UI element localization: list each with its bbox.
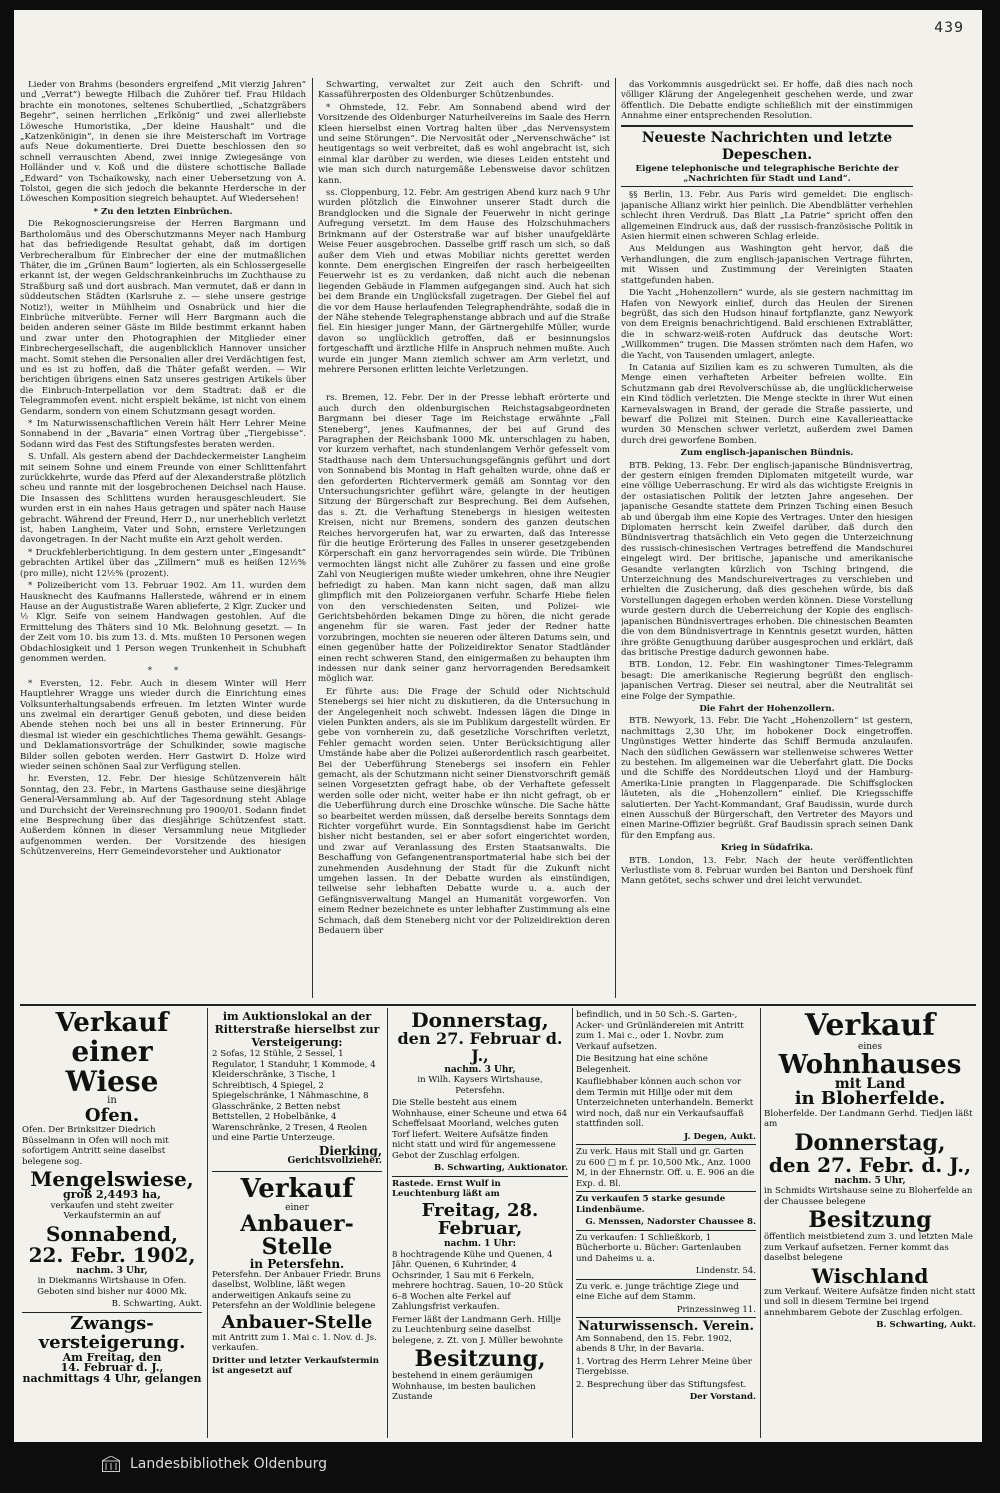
ad1-title: Verkauf (55, 1010, 169, 1038)
ad3-friday: Freitag, 28. Februar, (421, 1199, 539, 1240)
ad2-signature-title: Gerichtsvollzieher. (287, 1156, 382, 1166)
section-subheading-news: Eigene telephonische und telegraphische Berichte der „Nachrichten für Stadt und Land“. (635, 163, 899, 185)
ad3-body: in Wilh. Kaysers Wirtshause, Petersfehn. (417, 1075, 543, 1096)
news-london-1: BTB. London, 12. Febr. Ein washingtoner Times-Telegramm besagt: Die amerikanische Regierung begrüßt den englisch-japanischen Vertrag. Dieser sei neutral, aber die Neutralität sei eine Folge der Sympathie. (621, 660, 913, 702)
ad3-property: Besitzung, (414, 1346, 546, 1373)
ad4-signature-3: Lindenstr. 54. (695, 1266, 756, 1276)
news-hohenzollern-yacht: Die Yacht „Hohenzollern“ wurde, als sie gestern nachmittag im Hafen von Newyork einlief, durch das Heulen der Sirenen begrüßt, das sich den Hudson hinauf fortpflanzte, ganz Newyork von dem Ereignis benachrichtigend. Bald erschienen Extrablätter, die in schwarz-weiß-roten Aufdruck das deutsche Wort: „Willkommen“ trugen. Die Massen strömten nach dem Hafen, wo die Yacht, von Tausenden umlagert, anlegte. (621, 288, 913, 361)
footer-label: Landesbibliothek Oldenburg (130, 1456, 328, 1472)
ad4-society-item-2: 2. Besprechung über das Stiftungsfest. (576, 1379, 747, 1390)
ad1-auction-title-2: versteigerung. (38, 1331, 186, 1353)
column-rule-1 (312, 78, 313, 998)
ad3-rastede: Rastede. Ernst Wulf in Leuchtenburg läßt am (392, 1178, 501, 1200)
article-concert: Lieder von Brahms (besonders ergreifend „Mit vierzig Jahren“ und „Verrat“) bewegte Hilbach die Zuhörer tief. Frau Hildach brachte ein monotones, seltenes Schubertlied, „Schatzgräbers Begehr“, seinen herrlichen „Erlkönig“ und zwei allerliebste Löwesche Humoristika, „Der kleine Haushalt“ und die „Katzenkönigin“, in denen sie ihre Meisterschaft im Vortrage aufs Neue dokumentierte. Drei Duette beschlossen den so schnell verrauschten Abend, zwei innige Zwiegesänge von Holländer und v. Koß und die düstere schottische Ballade „Edward“ von Tschaikowsky, nach einer Uebersetzung von A. Tolstoi, gegen die sich jedoch die bekannte Herdersche in der Löweschen Komposition siegreich behauptet. Auf Wiedersehen! (20, 80, 306, 205)
article-accident: S. Unfall. Als gestern abend der Dachdeckermeister Langheim mit seinem Sohne und einem Freunde von einer Schlittenfahrt zurückkehrte, wurde das Pferd auf der Alexanderstraße plötzlich scheu und rannte mit der losgebrochenen Deichsel nach Hause. Die Insassen des Schlittens wurden herausgeschleudert. Sie wurden erst in ein nahes Haus getragen und später nach Hause gebracht. Während der Freund, Herr D., nur unerheblich verletzt ist, haben Langheim, Vater und Sohn, ernstere Verletzungen davongetragen. In der Nacht mußte ein Arzt geholt werden. (20, 452, 306, 546)
ad4-signature-4: Prinzessinweg 11. (676, 1304, 756, 1315)
ad4-society-item-1: 1. Vortrag des Herrn Lehrer Meine über Tiergebisse. (576, 1356, 752, 1378)
column-1 (20, 80, 306, 1000)
ad-rule-2 (387, 1008, 388, 1438)
ad1-meadow-name: Mengelswiese, (30, 1167, 194, 1192)
divider-stars: * * (147, 666, 179, 677)
ad-rule-3 (572, 1008, 573, 1438)
ad5-property: Besitzung (808, 1207, 932, 1234)
news-london-2: BTB. London, 13. Febr. Nach der heute veröffentlichten Verlustliste vom 8. Februar wurden bei Banton und Dershoek fünf Mann getötet, sechs schwer und drei leicht verwundet. (621, 855, 913, 887)
article-cloppenburg: ss. Cloppenburg, 12. Febr. Am gestrigen Abend kurz nach 9 Uhr wurden plötzlich die Einwohner unserer Stadt durch die Brandglocken und die Signale der Feuerwehr in nicht geringe Aufregung versetzt. Im dem Hause des Holzschuhmachers Brinkmann auf der Osterstraße war auf bisher unaufgeklärte Weise Feuer ausgebrochen. Dasselbe griff rasch um sich, so daß außer dem Vieh und etwas Mobiliar nichts gerettet werden konnte. Dem energischen Eingreifen der rasch herbeigeeilten Feuerwehr ist es zu verdanken, daß nicht auch die nebenan liegenden Gebäude in Flammen aufgegangen sind. Auch hat sich bei dem Brande ein Unglücksfall zugetragen. Der Giebel fiel auf die vor dem Hause herlaufenden Telegraphendrähte, sodaß die in der Nähe stehende Telegraphenstange abbrach und auf die Straße fiel. Ein hiesiger junger Mann, der Gärtnergehilfe Müller, wurde davon so unglücklich getroffen, daß er besinnungslos fortgeschafft und ärztliche Hilfe in Anspruch nehmen mußte. Auch wurde ein junger Mann ziemlich schwer am Arm verletzt, und mehrere Personen erlitten leichte Verletzungen. (318, 188, 610, 375)
article-eversten-1: * Eversten, 12. Febr. Auch in diesem Winter will Herr Hauptlehrer Wragge uns wieder durch die Einrichtung eines Volksunterhaltungsabends erfreuen. Im letzten Winter wurde uns zweimal ein derartiger Genuß geboten, und diese beiden Abende stehen noch bei uns all in bester Erinnerung. Für diesmal ist wieder ein geschichtliches Thema gewählt. Gesangs- und Deklamationsvorträge der Schulkinder, sowie magische Bilder sollen geboten werden. Herr Gastwirt D. Holze wird wieder seinen schönen Saal zur Verfügung stellen. (20, 678, 306, 772)
ad4-signature-2: G. Menssen, Nadorster Chaussee 8. (585, 1217, 756, 1227)
article-natural-science: * Im Naturwissenschaftlichen Verein hält Herr Lehrer Meine Sonnabend in der „Bavaria“ einen Vortrag über „Tiergebisse“. Sodann wird das Fest des Stiftungsfestes beraten werden. (20, 419, 306, 450)
library-logo-icon (102, 1456, 120, 1472)
ad2-place: in Petersfehn. (249, 1257, 345, 1272)
column-3 (621, 80, 913, 1000)
news-newyork: BTB. Newyork, 13. Febr. Die Yacht „Hohenzollern“ ist gestern, nachmittags 2,30 Uhr, im hobokener Dock eingetroffen. Ungünstiges Wetter hinderte das Schiff Bermuda anzulaufen. Nach den südlichen Gewässern war stellenweise schweres Wetter zu bestehen. Im allgemeinen war die Ueberfahrt glatt. Die Docks und die Schiffe des Norddeutschen Lloyd und der Hamburg-Amerika-Linie prangten in Flaggenparade. Die Schiffsglocken läuteten, als die „Hohenzollern“ einlief. Die Kriegsschiffe salutierten. Der Yacht-Kommandant, Graf Baudissin, wurde durch einen Ausschuß der Bürgerschaft, den Vertreter des Mayors und einen Marine-Offizier begrüßt. Graf Baudissin sprach seinen Dank für den Empfang aus. (621, 716, 913, 841)
ad4-signature: J. Degen, Aukt. (684, 1131, 756, 1142)
news-berlin: §§ Berlin, 13. Febr. Aus Paris wird gemeldet: Die englisch-japanische Allianz wirkt hier peinlich. Die Abendblätter verhehlen schlecht ihren Verdruß. Das Blatt „La Patrie“ spricht offen den allgemeinen Eindruck aus, daß der russisch-französische Politik in Asien hiermit einen schweren Schlag erleide. (621, 190, 913, 243)
ad4-body-2: Die Besitzung hat eine schöne Belegenheit. (576, 1054, 708, 1075)
ad2-title: im Auktionslokal an der Ritterstraße hierselbst zur Versteigerung: (214, 1010, 380, 1049)
ad5-signature: B. Schwarting, Aukt. (876, 1320, 976, 1331)
ad2-farm-title-2: Anbauer-Stelle (221, 1311, 373, 1333)
ad2-body: 2 Sofas, 12 Stühle, 2 Sessel, 1 Regulator, 1 Standuhr, 1 Kommode, 4 Kleiderschränke, 3 Tische, 1 Schreibtisch, 4 Spiegel, 2 Spiegelschränke, 1 Nähmaschine, 8 Glasschränke, 2 Betten nebst Bettstellen, 2 Hobelbänke, 4 Warenschränke, 2 Tresen, 4 Reolen und eine Partie Unterzeuge. (212, 1049, 376, 1143)
newspaper-page (14, 10, 982, 1442)
news-washington: Aus Meldungen aus Washington geht hervor, daß die Verhandlungen, die zum englisch-japanischen Vertrage führten, mit Wissen und Zustimmung der Vereinigten Staaten stattgefunden haben. (621, 244, 913, 286)
ad3-body-5: bestehend in einem geräumigen Wohnhause, im besten baulichen Zustande (392, 1371, 536, 1403)
ad4-body-3: Kaufliebhaber können auch schon vor dem Termin mit Hillje oder mit dem Unterzeichneten unterhandeln. Bemerkt wird noch, daß nur ein Verkaufsauffaß stattfinden soll. (576, 1077, 754, 1129)
ad5-body-2: in Schmidts Wirtshause seine zu Bloherfelde an der Chaussee belegene (764, 1186, 973, 1207)
ad5-title: Verkauf (804, 1010, 936, 1043)
ad3-body-4: Ferner läßt der Landmann Gerh. Hillje zu Leuchtenburg seine daselbst belegene, z. Zt. von J. Müller bewohnte (392, 1314, 563, 1346)
footer-bar (0, 1442, 1000, 1493)
ad1-body-2: verkaufen und steht zweiter Verkaufstermin an auf (50, 1200, 174, 1222)
article-bremen-2: Er führte aus: Die Frage der Schuld oder Nichtschuld Stenebergs sei hier nicht zu diskutieren, da die Untersuchung in der Angelegenheit noch schwebt. Indessen lägen die Dinge in vielen Punkten anders, als sie im Publikum dargestellt würden. Er gebe von vornherein zu, daß gesetzliche Vorschriften verletzt, Fehler gemacht worden seien. Unter Berücksichtigung aller Umstände habe aber die Polizei außerordentlich rasch gearbeitet. Bei der Ueberführung Stenebergs sei insofern ein Fehler gemacht, als der Schutzmann nicht seiner Dienstvorschrift gemäß seinen Vorgesetzten gefragt habe, ob der Verhaftete gefesselt werden solle oder nicht, weiter habe er ihn nicht gefragt, ob er die Ueberführung durch eine Droschke wünsche. Die Sache hätte so bearbeitet werden müssen, daß derselbe bereits Sonntags dem Richter vorgeführt wurde. Ein Sonntagsdienst habe im Gericht bisher nicht bestanden, sei er aber sofort eingerichtet worden, und zwar auf Veranlassung des Ersten Staatsanwalts. Die Beschaffung von Gefangenentransportmaterial habe sich bei der zunehmenden Ausdehnung der Stadt für die Zukunft nicht umgehen lassen. In der Debatte wurden als einstündigen, teilweise sehr lebhaften Debatte wurde u. a. auch der Gefängnisverwaltung Mangel an Humanität vorgeworfen. Von einem Redner bezeichnete es unter lebhafter Zustimmung als eine Schmach, daß dem Steneberg nicht vor der Polizeidirektion deren Bedauern über (318, 686, 610, 937)
ad2-body-2: Petersfehn. Der Anbauer Friedr. Bruns daselbst, Wolbline, läßt wegen anderweitigen Ankaufs seine zu Petersfehn an der Woldlinie belegene (212, 1269, 381, 1312)
heading-burglaries: * Zu den letzten Einbrüchen. (93, 206, 233, 217)
ad3-body-2: Die Stelle besteht aus einem Wohnhause, einer Scheune und etwa 64 Scheffelsaat Moorland, welches guten Torf liefert. Weitere Aufsätze finden nicht statt und wird für angemessene Gebot der Zuschlag erfolgen. (392, 1098, 568, 1161)
ad5-body: Bloherfelde. Der Landmann Gerhd. Tiedjen läßt am (764, 1108, 973, 1130)
news-catania: In Catania auf Sizilien kam es zu schweren Tumulten, als die Menge einen verhafteten Arbeiter befreien wollte. Ein Schutzmann gab drei Revolverschüsse ab, die unglücklicherweise ein Kind tödlich verletzten. Die Menge steckte in ihrer Wut einen Karnevalswagen in Brand, der gerade die Straße passierte, und bewarf die Polizei mit Steinen. Durch eine Kavallerieattacke wurden 30 Menschen schwer verletzt, außerdem zwei Damen durch drei geworfene Bomben. (621, 362, 913, 446)
heading-hohenzollern: Die Fahrt der Hohenzollern. (699, 703, 835, 714)
ad-house-sale (764, 1010, 976, 1440)
ad2-sale-title: Verkauf (240, 1173, 354, 1204)
ad2-farm-title: Anbauer-Stelle (240, 1211, 354, 1261)
column-rule-2 (615, 78, 616, 998)
ad4-misc-sale: Zu verkaufen: 1 Schließkorb, 1 Bücherborte u. Bücher: Gartenlauben und Daheims u. a. (576, 1232, 742, 1264)
ad5-body-3: öffentlich meistbietend zum 3. und letzten Male zum Verkauf aufsetzen. Ferner kommt das daselbst belegene (764, 1232, 973, 1264)
ad3-signature: B. Schwarting, Auktionator. (434, 1163, 568, 1174)
ad-small-notices (576, 1010, 756, 1440)
article-ohmstede: * Ohmstede, 12. Febr. Am Sonnabend abend wird der Vorsitzende des Oldenburger Naturheilvereins im Saale des Herrn Kleen hierselbst einen Vortrag halten über „das Nervensystem und seine Störungen“. Die Nervosität oder „Nervenschwäche“ ist heutigentags so weit verbreitet, daß es wohl angebracht ist, sich einmal klar darüber zu werden, wie dieses Leiden entsteht und wie man sich durch naturgemäße Lebensweise davor schützen kann. (318, 102, 610, 186)
ad1-in: in (107, 1095, 117, 1107)
ad3-day: Donnerstag, (411, 1010, 549, 1032)
ad4-goat-sale: Zu verk. e. junge trächtige Ziege und eine Eiche auf dem Stamm. (576, 1281, 739, 1302)
ad3-time-2: nachm. 1 Uhr: (443, 1239, 517, 1250)
ad5-meadow: Wischland (811, 1263, 929, 1288)
article-bremen-end: das Vorkommnis ausgedrückt sei. Er hoffe, daß dies nach noch völliger Klärung der Angelegenheit geschehen werde, und zwar öffentlich. Die Debatte endigte schließlich mit der einstimmigen Annahme einer entsprechenden Resolution. (621, 80, 913, 122)
ad2-sale-of: einer (285, 1202, 309, 1213)
ad2-body-3: mit Antritt zum 1. Mai c. 1. Nov. d. Js. verkaufen. (212, 1332, 377, 1354)
ad5-of: eines (858, 1041, 882, 1052)
ad4-society-signature: Der Vorstand. (689, 1392, 756, 1403)
ad-rule-4 (760, 1008, 761, 1438)
ad3-date: den 27. Februar d. J., (397, 1029, 563, 1065)
ad1-signature: B. Schwarting, Aukt. (111, 1299, 202, 1310)
article-correction: * Druckfehlerberichtigung. In dem gestern unter „Eingesandt“ gebrachten Artikel über das „Zillmern“ muß es heißen 12½% (pro mille), nicht 12½% (prozent). (20, 547, 306, 579)
ad4-society-title: Naturwissensch. Verein. (577, 1319, 755, 1334)
ad1-title-2: einer Wiese (65, 1035, 159, 1098)
ad1-auction-date-2: 14. Februar d. J., nachmittags 4 Uhr, gelangen (22, 1361, 202, 1385)
page-number: 439 (934, 20, 964, 36)
ad5-house: Wohnhauses (778, 1050, 962, 1080)
ad1-auction-date: Am Freitag, den (62, 1350, 162, 1364)
ad2-body-4: Dritter und letzter Verkaufstermin ist angesetzt auf (212, 1355, 379, 1377)
ad4-lime-trees: Zu verkaufen 5 starke gesunde Lindenbäume. (576, 1194, 726, 1215)
article-burglaries: Die Rekognoscierungsreise der Herren Bargmann und Bartholomäus und des Oberschutzmanns Meyer nach Hamburg hat das befriedigende Resultat gehabt, daß im dortigen Verbrecheralbum für Einbrecher der eine der mutmaßlichen Thäter, die im „Grünen Baum“ logierten, als ein Schlossergeselle erkannt ist, der wegen Geldschrankeinbruchs im Zuchthause zu Straßburg saß und dort ausbrach. Man vermutet, daß er dann in süddeutschen Städten (Karlsruhe z. — siehe unsere gestrige Notiz!), weiter in Mühlheim und Osnabrück und hier die Einbrüche mitverübte. Ferner will Herr Bargmann auch die beiden anderen seiner Gäste im Bilde bestimmt erkannt haben und zwar unter den Photographien der Mitglieder einer Einbrechergesellschaft, die augenblicklich Hannover unsicher macht. Somit stehen die Personalien aller drei Verdächtigen fest, und es ist zu hoffen, daß die Thäter gefaßt werden. — Wir berichtigen übrigens einen Satz unseres gestrigen Artikels über die Einbruch-Interpellation vor dem Stadtrat: daß er die Telegrammofen event. nicht erspielt bekäme, ist nicht von einem Gendarm, sondern von einem Schutzmann gesagt worden. (20, 219, 306, 417)
ad5-date: den 27. Febr. d. J., (768, 1152, 972, 1177)
article-bremen: rs. Bremen, 12. Febr. Der in der Presse lebhaft erörterte und auch durch den oldenburgischen Reichstagsabgeordneten Bargmann bei dieser Tage im Reichstage erwähnte „Fall Steneberg“, jenes Kaufmannes, der bei auf Grund des Paragraphen der Reichsbank 1000 Mk. unterschlagen zu haben, vor kurzem verhaftet, nach stundenlangem Verhör gefesselt vom Stadthause nach dem Untersuchungsgefängnis geführt und dort von Sonnabend bis Montag in Haft gehalten wurde, ohne daß er den geforderten Richtervermerk gemäß am Sonntag vor den Untersuchungsrichter geführt wäre, gelangte in der heutigen Sitzung der Bürgerschaft zur Besprechung. Bei dem Aufsehen, das s. Zt. die Verhaftung Stenebergs in hiesigen weitesten Kreisen, nicht nur Bremens, sondern des ganzen deutschen Reiches hervorgerufen hat, war zu erwarten, daß das Interesse für die heutige Erörterung des Falles in unserer gesetzgebenden Körperschaft ein ganz hervorragendes sein würde. Die Tribünen vermochten längst nicht alle Zuhörer zu fassen und eine große Zahl von Neugierigen mußte wieder umkehren, ohne ihre Neugier befriedigt zu haben. Man kann nicht sagen, daß man allzu glimpflich mit den Polizeiorganen verfuhr. Scharfe Hiebe fielen von den verschiedensten Seiten, und Polizei- wie Gerichtsbehörden bekamen Dinge zu hören, die nicht gerade angenehm für sie waren. Fast jeder der Redner hatte vorzubringen, mochten sie neueren oder älteren Datums sein, und einen gegenüber hatte der Polizeidirektor Senator Stadtländer einen recht schweren Stand, den einigermaßen zu behaupten ihm indessen nur dank seiner ganz hervorragenden Beredsamkeit möglich war. (318, 393, 610, 685)
ad5-time: nachm. 5 Uhr, (834, 1175, 906, 1186)
ads-divider (20, 1004, 976, 1006)
ad-furniture-auction (212, 1010, 382, 1440)
ad2-signature: Dierking, (318, 1143, 382, 1158)
ad-meadow-sale (22, 1010, 202, 1440)
ad-livestock-auction (392, 1010, 568, 1440)
ad1-day: Sonnabend, (45, 1221, 179, 1246)
ad1-body-3: in Diekmanns Wirtshause in Ofen. Geboten sind bisher nur 4000 Mk. (37, 1276, 187, 1297)
ad3-time: nachm. 3 Uhr, (444, 1064, 516, 1075)
ad1-auction-title: Zwangs- (70, 1312, 154, 1334)
heading-south-africa: Krieg in Südafrika. (720, 843, 814, 854)
ad1-body: Ofen. Der Brinksitzer Diedrich Büsselmann in Ofen will noch mit sofortigem Antritt seine daselbst belegene sog. (22, 1125, 169, 1167)
article-police-report: * Polizeibericht vom 13. Februar 1902. Am 11. wurden dem Hausknecht des Kaufmanns Hallerstede, während er in einem Hause an der Augustistraße Waren ablieferte, 2 Klgr. Zucker und ½ Klgr. Seife von seinem Handwagen gestohlen. Auf die Ermittelung des Thäters sind 10 Mk. Belohnung gesetzt. — In der Zeit vom 10. bis zum 13. d. Mts. mußten 10 Personen wegen Obdachlosigkeit und 1 Person wegen Trunkenheit in Schubhaft genommen werden. (20, 581, 306, 664)
ad1-size: groß 2,4493 ha, (63, 1188, 161, 1202)
ad1-time: nachm. 3 Uhr, (76, 1265, 148, 1276)
ad3-body-3: 8 hochtragende Kühe und Quenen, 4 Jähr. Quenen, 6 Kuhrinder, 4 Ochsrinder, 1 Sau mit 6 Ferkeln, mehrere hochtrag. Sauen, 10–20 Stück 6–8 Wochen alte Ferkel auf Zahlungsfrist verkaufen. (392, 1249, 564, 1313)
ad-rule-1 (207, 1008, 208, 1438)
news-peking: BTB. Peking, 13. Febr. Der englisch-japanische Bündnisvertrag, der gestern einigen fremden Diplomaten mitgeteilt wurde, war eine völlige Ueberraschung. Er wird als das wichtigste Ereignis in der ostasiatischen Politik der letzten Jahre angesehen. Der japanische Gesandte stattete dem Prinzen Tsching einen Besuch ab und übergab ihm eine Kopie des Vertrages. Unter den hiesigen Diplomaten herrscht kein Zweifel darüber, daß durch den Bündnisvertrag thatsächlich ein Veto gegen die Unterzeichnung des russisch-chinesischen Vertrages betreffend die Mandschurei eingelegt wird. Der britische, japanische und amerikanische Gesandte verlangten kürzlich von Tsching bringend, die Unterzeichnung des Mandschureivertrages zu verschieben und erhielten die Zusicherung, daß dies geschehen würde, bis daß Vorstellungen dagegen erhoben werden können. Diese Vorstellung wurde gestern durch die Ueberreichung der Kopie des englisch-japanischen Bündnisvertrages erhoben. Die chinesischen Beamten die von dem Bündnisvertrage in Kenntnis gesetzt wurden, hätten ihre größte Genugthuung darüber ausgesprochen und erklärt, daß das britische Prestige dadurch gewonnen habe. (621, 460, 913, 658)
ad5-place: in Bloherfelde. (794, 1087, 946, 1109)
ad1-date: 22. Febr. 1902, (28, 1242, 196, 1267)
ad1-place: Ofen. (84, 1104, 140, 1126)
article-eversten-2: hr. Eversten, 12. Febr. Der hiesige Schützenverein hält Sonntag, den 23. Febr., in Martens Gasthause seine diesjährige General-Versammlung ab. Auf der Tagesordnung steht Ablage und Durchsicht der Vereinsrechnung pro 1900/01. Sodann findet eine Besprechung über das diesjährige Schützenfest statt. Außerdem können in dieser Versammlung neue Mitglieder aufgenommen werden. Der Vorsitzende des hiesigen Schützenvereins, Herr Gemeindevorsteher und Auktionator (20, 774, 306, 858)
section-heading-news: Neueste Nachrichten und letzte Depeschen. (641, 129, 893, 163)
ad4-body: befindlich, und in 50 Sch.-S. Garten-, Acker- und Grünländereien mit Antritt zum 1. Mai c., oder 1. Novbr. zum Verkauf aufsetzen. (576, 1010, 744, 1052)
article-schwarting: Schwarting, verwaltet zur Zeit auch den Schrift- und Kassaführerposten des Oldenburger Schützenbundes. (318, 80, 610, 101)
ad4-society-body: Am Sonnabend, den 15. Febr. 1902, abends 8 Uhr, in der Bavaria. (576, 1333, 732, 1355)
ad5-with-land: mit Land (834, 1076, 906, 1093)
heading-alliance: Zum englisch-japanischen Bündnis. (680, 448, 854, 459)
ad4-house-for-sale: Zu verk. Haus mit Stall und gr. Garten zu 600 □ m f. pr. 10,500 Mk., Anz. 1000 M, in der Ehnernstr. Off. u. E. 906 an die Exp. d. Bl. (576, 1147, 755, 1189)
ad5-body-4: zum Verkauf. Weitere Aufsätze finden nicht statt und soll in diesem Termine bei irgend annehmbarem Gebote der Zuschlag erfolgen. (764, 1286, 976, 1318)
column-2 (318, 80, 610, 1000)
ad5-day: Donnerstag, (794, 1129, 946, 1156)
